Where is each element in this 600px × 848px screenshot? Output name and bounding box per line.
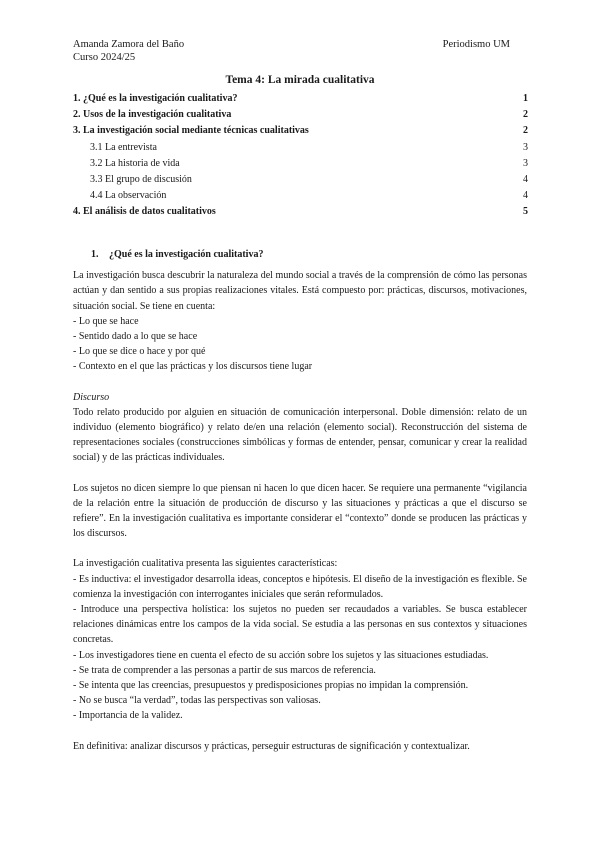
author-name: Amanda Zamora del Baño bbox=[73, 39, 185, 50]
list-item: - Se trata de comprender a las personas a partir de sus marcos de referencia. bbox=[73, 664, 376, 676]
list-item: - Contexto en el que las prácticas y los discursos tiene lugar bbox=[73, 361, 313, 373]
list-item: - Lo que se hace bbox=[73, 315, 139, 327]
toc-page: 2 bbox=[523, 125, 528, 137]
toc-row bbox=[73, 172, 528, 188]
toc-page: 4 bbox=[523, 190, 528, 202]
intro-paragraph: La investigación busca descubrir la naturaleza del mundo social a través de la comprensión de cómo las personas actúan y dan sentido a sus propias realizaciones vitales. Está compuesto por: prácticas, discursos, motivaciones, situación social. Se tiene en cuenta: bbox=[73, 270, 527, 312]
toc-label: 3.3 El grupo de discusión bbox=[90, 173, 192, 185]
program-name: Periodismo UM bbox=[442, 39, 510, 50]
spacer bbox=[73, 466, 527, 481]
section-heading bbox=[91, 247, 527, 262]
list-item: - Sentido dado a lo que se hace bbox=[73, 331, 198, 343]
spacer bbox=[73, 541, 527, 556]
toc-label: 1. ¿Qué es la investigación cualitativa? bbox=[73, 93, 238, 104]
caracteristicas-intro: La investigación cualitativa presenta las siguientes características: bbox=[73, 558, 338, 570]
list-item: - Lo que se dice o hace y por qué bbox=[73, 346, 206, 358]
toc-label: 4.4 La observación bbox=[90, 190, 167, 202]
list-item: - Se intenta que las creencias, presupuestos y predisposiciones propias no impidan la comprensión. bbox=[73, 680, 469, 692]
list-item: - Importancia de la validez. bbox=[73, 710, 183, 722]
toc-page: 3 bbox=[523, 157, 528, 169]
course-year: Curso 2024/25 bbox=[73, 52, 136, 63]
table-of-contents bbox=[73, 91, 528, 221]
toc-label: 3. La investigación social mediante técnicas cualitativas bbox=[73, 125, 309, 137]
toc-row bbox=[73, 140, 528, 156]
toc-page: 1 bbox=[523, 93, 528, 104]
discurso-paragraph-1: Todo relato producido por alguien en situación de comunicación interpersonal. Doble dimensión: relato de un individuo (elemento biográfico) y relato de/en una relación (elemento social). Reconstrucción del sistema de representaciones sociales (construcciones simbólicas y formas de entender, pensar, comunicar y crear la realidad social) y de las prácticas individuales. bbox=[73, 406, 527, 464]
list-item: - Introduce una perspectiva holística: los sujetos no pueden ser recaudados a variables. Se busca establecer relaciones dinámicas entre los campos de la vida social. Se estudia a las personas en sus contextos y situaciones concretas. bbox=[73, 604, 527, 646]
toc-page: 4 bbox=[523, 173, 528, 185]
document-title: Tema 4: La mirada cualitativa bbox=[225, 74, 375, 86]
spacer bbox=[73, 724, 527, 739]
toc-label: 4. El análisis de datos cualitativos bbox=[73, 206, 216, 218]
section-body bbox=[73, 247, 527, 754]
list-item: - No se busca “la verdad”, todas las perspectivas son valiosas. bbox=[73, 695, 321, 707]
discurso-paragraph-2: Los sujetos no dicen siempre lo que piensan ni hacen lo que dicen hacer. Se requiere una permanente “vigilancia de la relación entre la situación de producción de discurso y las situaciones y prácticas a que el discurso se refiere”. En la investigación cualitativa es importante considerar el “contexto” donde se producen las prácticas y los discursos. bbox=[73, 482, 527, 540]
section-title: ¿Qué es la investigación cualitativa? bbox=[109, 249, 264, 260]
toc-label: 3.1 La entrevista bbox=[90, 141, 157, 153]
list-item: - Es inductiva: el investigador desarrolla ideas, conceptos e hipótesis. El diseño de la investigación es flexible. Se comienza la investigación con interrogantes iniciales que serán reformulados. bbox=[73, 573, 527, 600]
toc-page: 3 bbox=[523, 141, 528, 153]
toc-page: 2 bbox=[523, 109, 528, 121]
list-item: - Los investigadores tiene en cuenta el efecto de su acción sobre los sujetos y las situaciones estudiadas. bbox=[73, 649, 489, 661]
toc-row bbox=[73, 188, 528, 204]
toc-row bbox=[73, 156, 528, 172]
header-left bbox=[73, 38, 184, 64]
toc-label: 3.2 La historia de vida bbox=[90, 157, 180, 169]
toc-row bbox=[73, 204, 528, 220]
section-number: 1. bbox=[91, 249, 99, 260]
toc-page: 5 bbox=[523, 206, 528, 218]
toc-row bbox=[73, 123, 528, 139]
discurso-subtitle: Discurso bbox=[73, 391, 110, 403]
page-header bbox=[73, 38, 510, 64]
toc-row bbox=[73, 107, 528, 123]
spacer bbox=[73, 375, 527, 390]
toc-label: 2. Usos de la investigación cualitativa bbox=[73, 109, 232, 121]
conclusion-paragraph: En definitiva: analizar discursos y prácticas, perseguir estructuras de significación y contextualizar. bbox=[73, 740, 470, 752]
toc-row bbox=[73, 91, 528, 107]
